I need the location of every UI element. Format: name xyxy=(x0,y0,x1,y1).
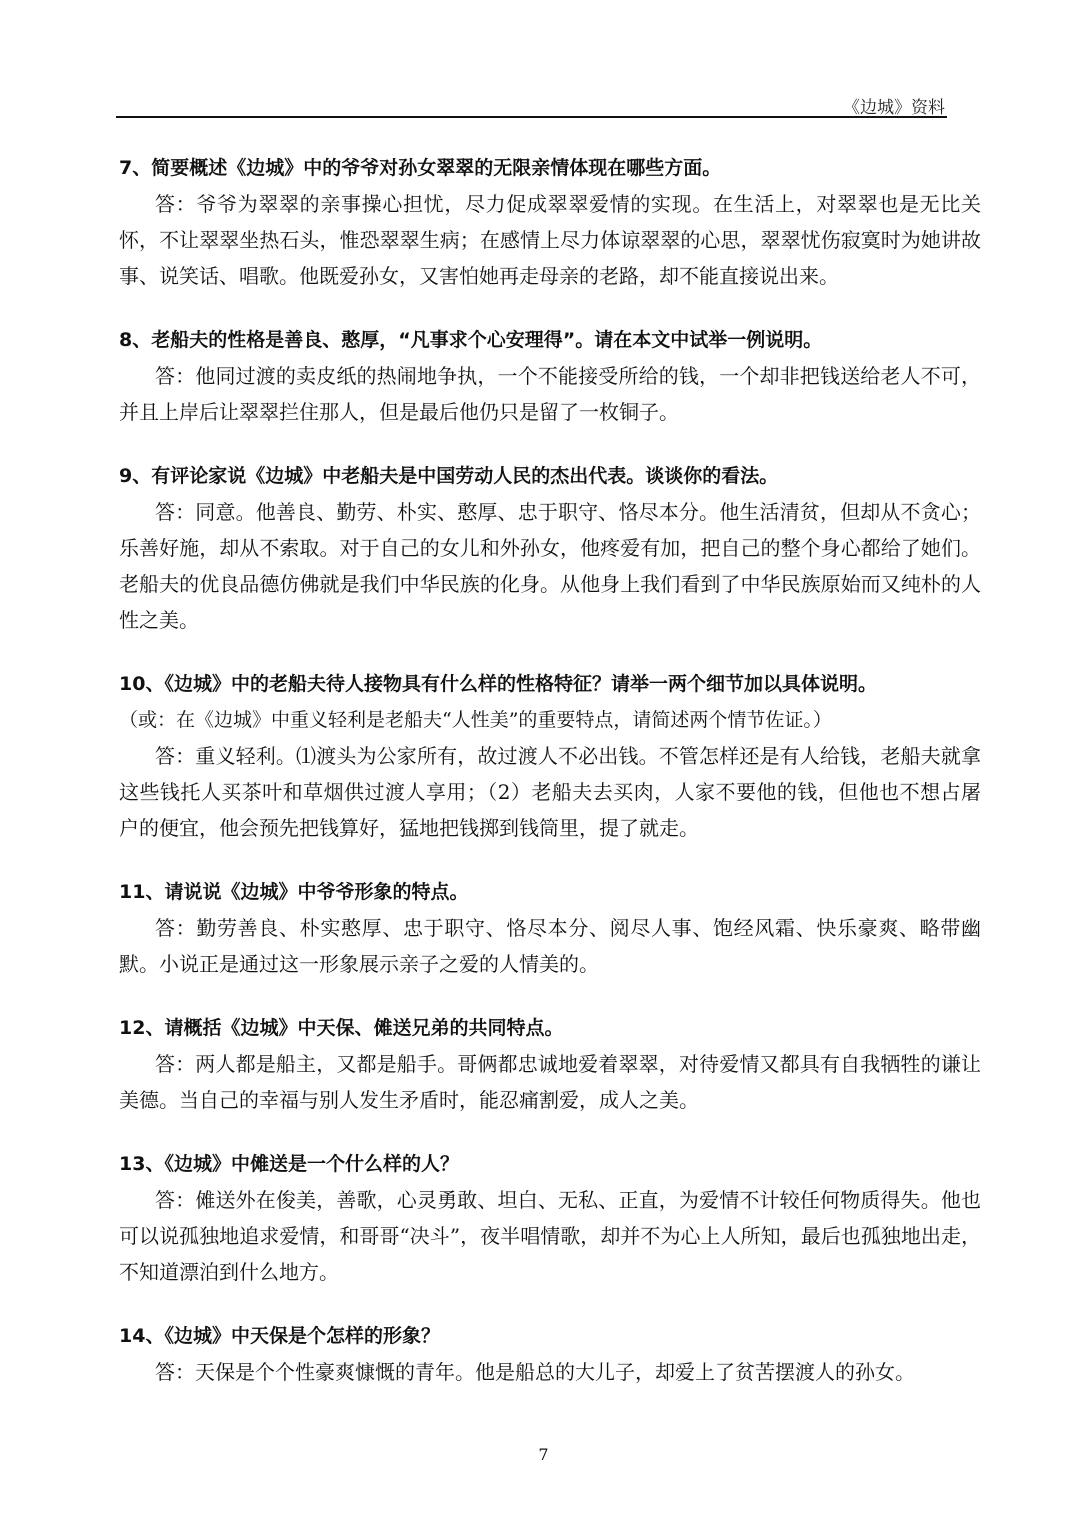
question-answer: 答：天保是个个性豪爽慷慨的青年。他是船总的大儿子，却爱上了贫苦摆渡人的孙女。 xyxy=(155,1360,915,1384)
question-title: 9、有评论家说《边城》中老船夫是中国劳动人民的杰出代表。谈谈你的看法。 xyxy=(119,465,779,487)
question-answer: 答：他同过渡的卖皮纸的热闹地争执，一个不能接受所给的钱，一个却非把钱送给老人不可，并且上岸后让翠翠拦住那人，但是最后他仍只是留了一枚铜子。 xyxy=(119,364,981,424)
question-14 xyxy=(119,1318,981,1390)
question-7 xyxy=(119,150,981,294)
question-8 xyxy=(119,322,981,430)
question-title: 12、请概括《边城》中天保、傩送兄弟的共同特点。 xyxy=(119,1017,564,1039)
question-answer: 答：傩送外在俊美，善歌，心灵勇敢、坦白、无私、正直，为爱情不计较任何物质得失。他也可以说孤独地追求爱情，和哥哥“决斗”，夜半唱情歌，却并不为心上人所知，最后也孤独地出走，不知道漂泊到什么地方。 xyxy=(119,1188,981,1284)
question-title: 14、《边城》中天保是个怎样的形象？ xyxy=(119,1325,440,1347)
question-12 xyxy=(119,1010,981,1118)
question-answer: 答：重义轻利。⑴渡头为公家所有，故过渡人不必出钱。不管怎样还是有人给钱，老船夫就拿这些钱托人买茶叶和草烟供过渡人享用；（2）老船夫去买肉，人家不要他的钱，但他也不想占屠户的便宜，他会预先把钱算好，猛地把钱掷到钱筒里，提了就走。 xyxy=(119,744,981,840)
question-title: 13、《边城》中傩送是一个什么样的人？ xyxy=(119,1153,459,1175)
question-title: 11、请说说《边城》中爷爷形象的特点。 xyxy=(119,881,469,903)
running-header-title: 《边城》资料 xyxy=(843,98,945,118)
page-number: 7 xyxy=(538,1445,549,1464)
document-body xyxy=(119,150,981,1418)
question-11 xyxy=(119,874,981,982)
question-9 xyxy=(119,458,981,638)
question-title: 10、《边城》中的老船夫待人接物具有什么样的性格特征？请举一两个细节加以具体说明。 xyxy=(119,673,877,695)
question-alt-prompt: （或：在《边城》中重义轻利是老船夫“人性美”的重要特点，请简述两个情节佐证。） xyxy=(119,709,832,731)
question-answer: 答：爷爷为翠翠的亲事操心担忧，尽力促成翠翠爱情的实现。在生活上，对翠翠也是无比关怀，不让翠翠坐热石头，惟恐翠翠生病；在感情上尽力体谅翠翠的心思，翠翠忧伤寂寞时为她讲故事、说笑话、唱歌。他既爱孙女，又害怕她再走母亲的老路，却不能直接说出来。 xyxy=(119,192,981,288)
header-rule xyxy=(116,116,947,118)
question-answer: 答：勤劳善良、朴实憨厚、忠于职守、恪尽本分、阅尽人事、饱经风霜、快乐豪爽、略带幽默。小说正是通过这一形象展示亲子之爱的人情美的。 xyxy=(119,916,981,976)
question-13 xyxy=(119,1146,981,1290)
question-title: 7、简要概述《边城》中的爷爷对孙女翠翠的无限亲情体现在哪些方面。 xyxy=(119,157,722,179)
question-10 xyxy=(119,666,981,846)
question-answer: 答：同意。他善良、勤劳、朴实、憨厚、忠于职守、恪尽本分。他生活清贫，但却从不贪心；乐善好施，却从不索取。对于自己的女儿和外孙女，他疼爱有加，把自己的整个身心都给了她们。老船夫的优良品德仿佛就是我们中华民族的化身。从他身上我们看到了中华民族原始而又纯朴的人性之美。 xyxy=(119,500,981,632)
question-answer: 答：两人都是船主，又都是船手。哥俩都忠诚地爱着翠翠，对待爱情又都具有自我牺牲的谦让美德。当自己的幸福与别人发生矛盾时，能忍痛割爱，成人之美。 xyxy=(119,1052,981,1112)
question-title: 8、老船夫的性格是善良、憨厚，“凡事求个心安理得”。请在本文中试举一例说明。 xyxy=(119,329,823,351)
